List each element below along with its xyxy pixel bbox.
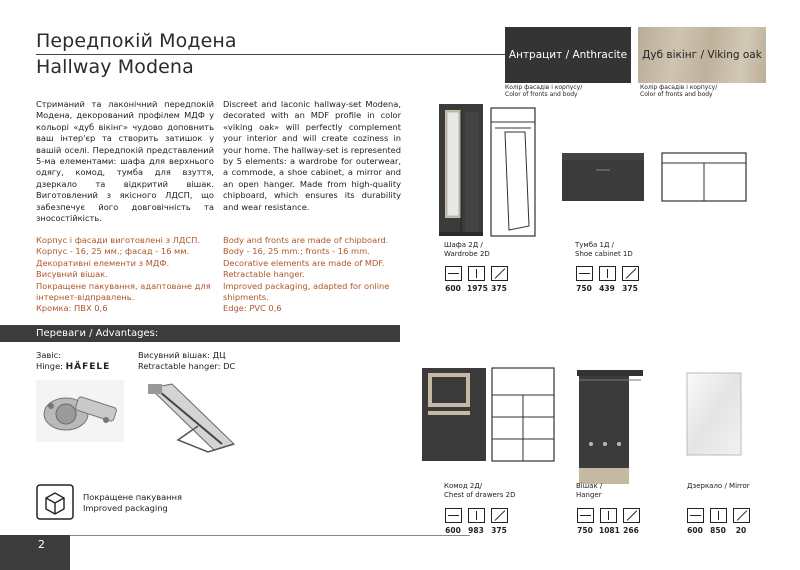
height-value: 850 [710, 526, 726, 535]
hanger-image [575, 368, 647, 486]
spec-line: Decorative elements are made of MDF. [223, 257, 385, 268]
height-icon [599, 266, 616, 281]
spec-line: Корпус - 16, 25 мм.; фасад - 16 мм. [36, 246, 190, 257]
specs-ukrainian [36, 235, 218, 315]
hinge-label [36, 350, 110, 373]
width-icon [577, 508, 594, 523]
spec-line: Improved packaging, adapted for online shipments. [223, 280, 390, 303]
depth-dimension [622, 508, 640, 535]
height-icon [600, 508, 617, 523]
spec-line: Edge: PVC 0,6 [223, 303, 282, 314]
description-ukrainian: Стриманий та лаконічний передпокій Модена, декорований профілем МДФ у кольорі «дуб вікінг» чудово доповнить ваш інтер'єр та створить затишок у вашій оселі. Передпокій представлений 5-ма елементами: шафа для верхнього одягу, комод, тумба для взуття, дзеркало та відкритий вішак. Виготовлений з якісного ЛДСП, що забезпечує його довговічність та зносостійкість. [36, 99, 214, 224]
depth-icon [733, 508, 750, 523]
width-dimension [575, 266, 593, 293]
packaging-icon [36, 484, 74, 520]
mirror-name: Дзеркало / Mirror [687, 482, 750, 490]
bottom-divider [70, 535, 470, 536]
hinge-label-en: Hinge: [36, 361, 63, 371]
depth-value: 375 [622, 284, 638, 293]
shoe-cabinet-dimensions [575, 266, 639, 293]
width-dimension [686, 508, 704, 535]
shoe-cabinet-image [560, 150, 750, 206]
height-value: 1975 [467, 284, 488, 293]
swatch-anthracite [505, 27, 631, 83]
width-icon [445, 266, 462, 281]
hinge-image [36, 380, 124, 442]
caption-line-2: Color of fronts and body [505, 91, 578, 98]
spec-line: Корпус і фасади виготовлені з ЛДСП. [36, 235, 201, 245]
name-en: Chest of drawers 2D [444, 491, 516, 499]
packaging-label-ua: Покращене пакування [83, 492, 183, 502]
depth-value: 266 [623, 526, 639, 535]
width-value: 600 [687, 526, 703, 535]
width-value: 750 [576, 284, 592, 293]
hanger-label-ua: Висувний вішак: ДЦ [138, 350, 226, 360]
height-value: 1081 [599, 526, 620, 535]
height-value: 439 [599, 284, 615, 293]
spec-line: Декоративні елементи з МДФ. [36, 257, 170, 268]
height-dimension [598, 266, 616, 293]
name-ua: Шафа 2Д / [444, 241, 483, 249]
hinge-label-ua: Завіс: [36, 350, 61, 360]
swatch-viking-oak-label: Дуб вікінг / Viking oak [642, 49, 762, 61]
depth-icon [623, 508, 640, 523]
caption-line-2: Color of fronts and body [640, 91, 713, 98]
hanger-name [576, 482, 602, 500]
width-dimension [444, 266, 462, 293]
height-dimension [709, 508, 727, 535]
name-en: Shoe cabinet 1D [575, 250, 633, 258]
width-dimension [576, 508, 594, 535]
height-icon [468, 508, 485, 523]
height-dimension [467, 266, 488, 293]
mirror-dimensions [686, 508, 750, 535]
depth-value: 20 [735, 526, 747, 535]
name-ua: Вішак / [576, 482, 603, 490]
packaging-label [83, 492, 182, 514]
spec-line: Висувний вішак. [36, 269, 108, 280]
spec-line: Body - 16, 25 mm.; fronts - 16 mm. [223, 246, 370, 257]
depth-dimension [732, 508, 750, 535]
width-icon [576, 266, 593, 281]
packaging-label-en: Improved packaging [83, 503, 168, 513]
height-icon [468, 266, 485, 281]
depth-dimension [490, 266, 508, 293]
depth-dimension [621, 266, 639, 293]
chest-of-drawers-dimensions [444, 508, 508, 535]
spec-line: Кромка: ПВХ 0,6 [36, 303, 108, 314]
page-number-text: 2 [38, 538, 45, 551]
name-en: Wardrobe 2D [444, 250, 490, 258]
title-ukrainian: Передпокій Модена [36, 30, 237, 52]
title-divider [36, 54, 506, 55]
width-icon [445, 508, 462, 523]
description-english: Discreet and laconic hallway-set Modena, decorated with an MDF profile in color «viking oak» will perfectly complement your interior and will create coziness in your home. The hallway-set is represented by 5 elements: a wardrobe for outerwear, a commode, a shoe cabinet, a mirror and an open hanger. Made from high-quality chipboard, which ensures its durability and wear resistance. [223, 99, 401, 212]
height-dimension [467, 508, 485, 535]
name-ua: Тумба 1Д / [575, 241, 615, 249]
hanger-label-en: Retractable hanger: DC [138, 361, 236, 371]
specs-english [223, 235, 403, 315]
depth-icon [491, 508, 508, 523]
height-dimension [599, 508, 620, 535]
depth-dimension [490, 508, 508, 535]
chest-of-drawers-name [444, 482, 515, 500]
shoe-cabinet-name [575, 241, 633, 259]
name-ua: Комод 2Д/ [444, 482, 483, 490]
mirror-image [685, 372, 745, 458]
retractable-hanger-image [138, 378, 248, 458]
spec-line: Покращене пакування, адаптоване для інтернет-відправлень. [36, 280, 211, 303]
width-value: 600 [445, 284, 461, 293]
width-value: 600 [445, 526, 461, 535]
height-value: 983 [468, 526, 484, 535]
depth-value: 375 [491, 526, 507, 535]
depth-icon [491, 266, 508, 281]
width-dimension [444, 508, 462, 535]
width-icon [687, 508, 704, 523]
swatch-viking-oak [638, 27, 766, 83]
wardrobe-dimensions [444, 266, 508, 293]
chest-of-drawers-image [418, 365, 558, 465]
caption-line-1: Колір фасадів і корпусу/ [505, 84, 583, 91]
hanger-dimensions [576, 508, 640, 535]
height-icon [710, 508, 727, 523]
width-value: 750 [577, 526, 593, 535]
spec-line: Body and fronts are made of chipboard. [223, 235, 389, 245]
wardrobe-name [444, 241, 490, 259]
depth-icon [622, 266, 639, 281]
swatch-viking-oak-caption [640, 84, 717, 98]
name-en: Hanger [576, 491, 602, 499]
swatch-anthracite-label: Антрацит / Anthracite [508, 49, 628, 61]
swatch-anthracite-caption [505, 84, 582, 98]
depth-value: 375 [491, 284, 507, 293]
retractable-hanger-label [138, 350, 235, 372]
spec-line: Retractable hanger. [223, 269, 305, 280]
wardrobe-image [435, 102, 555, 240]
hafele-logo: HÄFELE [65, 362, 111, 372]
advantages-header: Переваги / Advantages: [0, 325, 400, 342]
title-english: Hallway Modena [36, 56, 194, 78]
caption-line-1: Колір фасадів і корпусу/ [640, 84, 718, 91]
page-number [0, 535, 70, 570]
